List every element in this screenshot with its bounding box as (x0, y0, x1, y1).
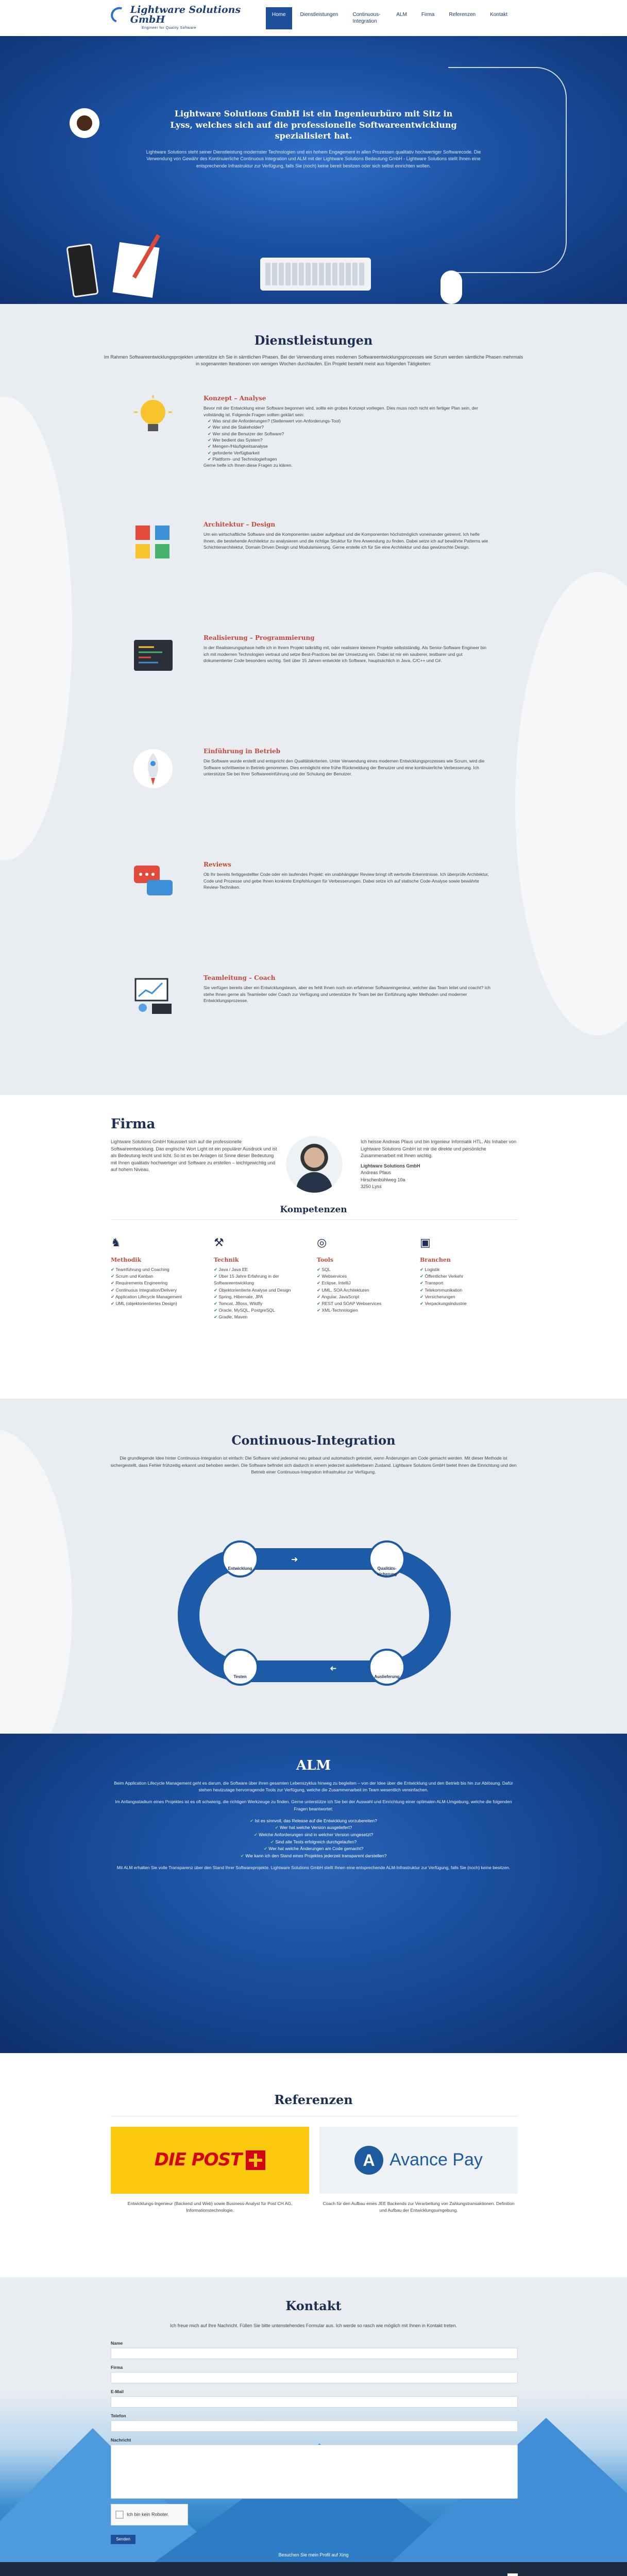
ci-step-entwicklung: Entwicklung (222, 1540, 259, 1578)
kompetenz-title: Technik (214, 1257, 239, 1264)
coffee-cup-icon (70, 108, 99, 138)
list-item: ✔ XML-Technologien (317, 1307, 415, 1314)
smartphone-icon (66, 243, 98, 298)
cable-decoration (448, 67, 567, 273)
checkbox-icon[interactable] (115, 2511, 124, 2519)
list-item: ✔ Spring, Hibernate, JPA (214, 1294, 312, 1300)
org-chart-icon: ▣ (420, 1236, 431, 1249)
logo-text: Lightware Solutions GmbH (130, 4, 241, 26)
firma-section (0, 1095, 627, 1399)
captcha-label: Ich bin kein Roboter. (127, 2512, 170, 2517)
list-item: ✔ Öffentlicher Verkehr (420, 1273, 518, 1280)
field-label: Name (111, 2341, 123, 2346)
message-field (111, 2437, 518, 2499)
bullet: ✔ Was sind die Anforderungen? (Stellenwert von Anforderungs-Tool) (208, 418, 492, 424)
ref-caption: Coach für den Aufbau eines JEE Backends zur Verarbeitung von Zahlungstransaktionen. Definition und Aufbau der Entwicklungsumgebung. (323, 2201, 515, 2213)
service-title: Teamleitung – Coach (204, 974, 276, 981)
address-line: Lightware Solutions GmbH (361, 1163, 420, 1168)
avance-pay-logo[interactable] (319, 2127, 518, 2194)
list-item: ✔ Ist es sinnvoll, das Release auf die Entwicklung vorzubereiten? (0, 1818, 627, 1825)
firma-right (361, 1139, 520, 1191)
divider (111, 1219, 518, 1220)
bullet: ✔ Wer sind die Benutzer der Software? (208, 431, 492, 437)
list-item: ✔ UML (objektorientiertes Design) (111, 1300, 209, 1307)
refs-title: Referenzen (274, 2092, 353, 2107)
kompetenz-title: Branchen (420, 1257, 451, 1264)
list-item: ✔ Über 15 Jahre Erfahrung in der Softwareentwicklung (214, 1273, 312, 1286)
ci-step-auslieferung: Auslieferung (368, 1649, 405, 1686)
list-item: ✔ UML, SOA Architekturen (317, 1287, 415, 1294)
field-label: Telefon (111, 2413, 126, 2418)
address-line: Andreas Pfaus (361, 1170, 392, 1175)
recaptcha[interactable] (111, 2504, 188, 2526)
swirl-decoration (0, 1430, 72, 1734)
menu-item-dienstleistungen[interactable]: Dienstleistungen (300, 11, 338, 18)
service-text: Sie verfügen bereits über ein Entwicklungsteam, aber es fehlt Ihnen noch ein erfahrener Softwareingenieur, welcher das Team leitet und coacht? Ich stehe Ihnen gerne als Teamleiter oder Coach zur Verfügung und unterstütze Ihr Team bei der Einführung agiler Methoden und moderner Entwicklungsprozesse. (204, 985, 490, 1004)
avance-pay-wordmark: Avance Pay (389, 2150, 483, 2170)
presentation-board-icon (131, 974, 175, 1018)
email-field (111, 2389, 518, 2408)
address-line: Hirschenbühlweg 10a (361, 1177, 405, 1182)
list-item: ✔ Continuous Integration/Delivery (111, 1287, 209, 1294)
send-button[interactable]: Senden (111, 2535, 135, 2544)
field-label: Nachricht (111, 2437, 131, 2443)
list-item: ✔ Wie kann ich den Stand eines Projektes jederzeit transparent darstellen? (0, 1853, 627, 1860)
contact-subtitle: Ich freue mich auf Ihre Nachricht. Füllen Sie bitte untenstehendes Formular aus. Ich werde so rasch wie möglich mit Ihnen in Kontakt treten. (170, 2323, 457, 2329)
ci-intro: Die grundlegende Idee hinter Continuous-Integration ist einfach: Die Software wird jedesmal neu gebaut und automatisch getestet, wenn Änderungen am Code gemacht werden. Mit dieser Methode ist sichergestellt, dass Fehler frühzeitig erkannt und behoben werden. Die Software befindet sich dadurch in einem jederzeit auslieferbaren Zustand. Lightware Solutions GmbH bietet Ihnen die Einrichtung und den Betrieb einer Continuous-Integration Infrastruktur zur Verfügung. (110, 1455, 517, 1475)
alm-text-3: Mit ALM erhalten Sie volle Transparenz über den Stand Ihrer Softwareprojekte. Lightware Solutions GmbH stellt Ihnen eine entsprechende ALM-Infrastruktur zur Verfügung, falls Sie (noch) keine besitzen. (116, 1865, 511, 1871)
list-item: ✔ Java / Java EE (214, 1266, 312, 1273)
architecture-blocks-icon (131, 520, 175, 564)
list-item: ✔ SQL (317, 1266, 415, 1273)
address-line: 3250 Lyss (361, 1184, 382, 1189)
firma-left-text: Lightware Solutions GmbH fokussiert sich auf die professionelle Softwareentwicklung. Das englische Wort Light ist ein populärer Ausdruck und ist als Bedeutung leicht und licht. So ist es bei Anlagen ist Sinne dieser Bedeutung mit Ihnen qualitativ hochwertiger und Software zu erstellen – leichtgewichtig und auf hohem Niveau. (111, 1139, 277, 1172)
bullet: ✔ geforderte Verfügbarkeit (208, 450, 492, 456)
logo-tagline: Engineer for Quality Software (142, 26, 196, 30)
mouse-icon (440, 270, 462, 304)
contact-title: Kontakt (285, 2298, 342, 2313)
menu-item-home[interactable]: Home (266, 7, 292, 29)
chat-bubbles-icon (131, 860, 175, 904)
service-title: Reviews (204, 861, 231, 868)
back-to-top-icon[interactable] (507, 2573, 518, 2576)
firma-right-text: Ich heisse Andreas Pfaus und bin Ingenieur Informatik HTL. Als Inhaber von Lightware Solutions GmbH ist mir die direkte und persönliche Zusammenarbeit mit Ihnen wichtig. (361, 1139, 517, 1158)
alm-text-2: Im Anfangsstadium eines Projektes ist es oft schwierig, die richtigen Werkzeuge zu finden. Gerne unterstütze ich Sie bei der Auswahl und Einrichtung einer optimalen ALM-Umgebung, welche die folgenden Fragen beantwortet: (115, 1799, 512, 1811)
telefon-input[interactable] (111, 2420, 518, 2432)
service-title: Realisierung – Programmierung (204, 634, 315, 641)
list-item: ✔ Webservices (317, 1273, 415, 1280)
menu-item-alm[interactable]: ALM (396, 11, 407, 18)
swiss-cross-icon (246, 2150, 265, 2170)
field-label: Firma (111, 2365, 123, 2370)
list-item: ✔ Sind alle Tests erfolgreich durchgelaufen? (0, 1839, 627, 1846)
target-icon: ◎ (317, 1236, 327, 1249)
service-text: Um ein wirtschaftliche Software sind die Komponenten sauber aufgebaut und die Komponenten höchstmöglich voneinander getrennt. Ich helfe Ihnen, die bestehende Architektur zu analysieren und die richtige Struktur für Ihre Anwendung zu finden. Dabei setze ich auf bewährte Patterns wie Schichtenarchitektur, Domain Driven Design und Modularisierung. Gerne erstelle ich für Sie eine Architektur und das gewünschte Design. (204, 532, 488, 550)
kompetenz-title: Tools (317, 1257, 333, 1264)
list-item: ✔ Teamführung und Coaching (111, 1266, 209, 1273)
alm-bullets (0, 1818, 627, 1860)
list-item: ✔ Logistik (420, 1266, 518, 1273)
bullet: ✔ Wer bedient das System? (208, 437, 492, 443)
list-item: ✔ Wer hat welche Änderungen am Code gemacht? (0, 1845, 627, 1853)
arrow-left-icon: ➜ (330, 1664, 337, 1673)
logo[interactable] (111, 5, 266, 30)
services-section (0, 304, 627, 1095)
list-item: ✔ Application Lifecycle Management (111, 1294, 209, 1300)
navbar (0, 0, 627, 36)
ci-section (0, 1399, 627, 1734)
service-after: Gerne helfe ich Ihnen diese Fragen zu klären. (204, 463, 293, 468)
list-item: ✔ Versicherungen (420, 1294, 518, 1300)
bullet: ✔ Wer sind die Stakeholder? (208, 424, 492, 430)
menu-item-referenzen[interactable]: Referenzen (449, 11, 476, 18)
arrow-right-icon: ➜ (291, 1555, 298, 1564)
xing-link[interactable]: Besuchen Sie mein Profil auf Xing (278, 2552, 349, 2557)
code-editor-icon (131, 634, 175, 677)
address (361, 1163, 520, 1191)
service-text: In der Realisierungsphase helfe ich in Ihrem Projekt tatkräftig mit, oder realisiere kleinere Projekte selbstständig. Als Senior-Software Engineer bin ich mit modernen Technologien vertraut und setze Best-Practices bei der Umsetzung ein. Dabei ist mir ein sauberer, testbarer und gut dokumentierter Code besonders wichtig. Seit über 15 Jahren entwickle ich Software, hauptsächlich in Java, C/C++ und C#. (204, 645, 486, 664)
service-text: Bevor mit der Entwicklung einer Software begonnen wird, sollte ein grobes Konzept vorliegen. Dies muss noch nicht ein fertiger Plan sein, der vollständig ist. Folgende Fragen sollten geklärt sein: (204, 405, 478, 417)
list-item: ✔ Objektorientierte Analyse und Design (214, 1287, 312, 1294)
menu-item-kontakt[interactable]: Kontakt (490, 11, 507, 18)
list-item: ✔ REST und SOAP Webservices (317, 1300, 415, 1307)
list-item: ✔ Gradle, Maven (214, 1314, 312, 1320)
kompetenz-technik (214, 1234, 312, 1321)
service-text: Die Software wurde erstellt und entspricht den Qualitätskriterien. Unter Verwendung eines modernen Entwicklungsprozesses wie Scrum, wird die Software schrittweise in Betrieb genommen. Dies ermöglicht eine frühe Rückmeldung der Benutzer und eine kontinuierliche Verbesserung. Ich unterstütze Sie bei Ihrer Softwareeinführung und der Schulung der Benutzer. (204, 758, 485, 777)
alm-text-1: Beim Application Lifecycle Management geht es darum, die Software über ihren gesamten Lebenszyklus hinweg zu begleiten – von der Idee über die Entwicklung und den Betrieb bis hin zur Ablösung. Dafür stehen heutzutage hervorragende Tools zur Verfügung, welche die Zusammenarbeit im Team wesentlich vereinfachen. (114, 1781, 513, 1793)
menu-item-firma[interactable]: Firma (421, 11, 435, 18)
list-item: ✔ Scrum und Kanban (111, 1273, 209, 1280)
field-label: E-Mail (111, 2389, 124, 2394)
hero-text: Lightware Solutions steht seiner Dienstleistung modernster Technologien und ein hohem Engagement in allen Prozessen qualitativ hochwertiger Softwarecode. Die Verwendung von Gewähr des Kontinuierliche Continuous Integration und ALM mit der Lightware Solutions Bedeutung GmbH - Lightware Solutions stellt Ihnen eine entsprechende Infrastruktur zur Verfügung, falls Sie (noch) keine bereit besitzen oder sich selbst einrichten wollen. (146, 149, 481, 168)
service-title: Konzept – Analyse (204, 395, 266, 402)
list-item: ✔ Requirements Engineering (111, 1280, 209, 1286)
service-text: Ob Ihr bereits fertiggestellter Code oder ein laufendes Projekt: ein unabhängiger Review bringt oft wertvolle Erkenntnisse. Ich überprüfe Architektur, Code und Prozesse und gebe Ihnen konkrete Empfehlungen für Verbesserungen. Dabei setze ich auf statische Code-Analyse sowie bewährte Review-Techniken. (204, 872, 489, 890)
hero (0, 36, 627, 304)
die-post-logo[interactable] (111, 2127, 309, 2194)
list-item: ✔ Tomcat, JBoss, Wildfly (214, 1300, 312, 1307)
kompetenz-methodik (111, 1234, 209, 1307)
ci-title: Continuous-Integration (231, 1433, 396, 1448)
footer (0, 2562, 627, 2576)
service-title: Architektur – Design (204, 521, 276, 528)
rocket-icon (131, 747, 175, 791)
alm-title: ALM (296, 1758, 331, 1773)
list-item: ✔ Eclipse, IntelliJ (317, 1280, 415, 1286)
list-item: ✔ Welche Anforderungen sind in welcher Version umgesetzt? (0, 1832, 627, 1839)
keyboard-icon (260, 258, 371, 291)
tools-icon: ⚒ (214, 1236, 224, 1249)
list-item: ✔ Telekommunikation (420, 1287, 518, 1294)
name-field (111, 2341, 518, 2359)
chess-knight-icon: ♞ (111, 1236, 121, 1249)
ci-loop-diagram (178, 1548, 451, 1682)
menu-item-continuous-integration[interactable]: Continuous-Integration (352, 11, 381, 24)
name-input[interactable] (111, 2348, 518, 2359)
lightbulb-icon (131, 394, 175, 438)
die-post-wordmark: DIE POST (154, 2149, 242, 2171)
contact-section (0, 2277, 627, 2562)
logo-swoosh-icon (108, 5, 129, 26)
services-intro: Im Rahmen Softwareentwicklungsprojekten unterstütze ich Sie in sämtlichen Phasen. Bei der Verwendung eines modernen Softwareentwicklungsprozesses wie Scrum werden sämtliche Phasen mehrmals in sogenannten Iterationen von wenigen Wochen durchlaufen. Ein Projekt besteht meist aus folgenden Tätigkeiten: (104, 354, 523, 366)
portrait-avatar (286, 1136, 343, 1193)
bullet: ✔ Plattform- und Technologiefragen (208, 456, 492, 462)
hero-title: Lightware Solutions GmbH ist ein Ingenieurbüro mit Sitz in Lyss, welches sich auf die professionelle Softwareentwicklung spezialisiert hat. (170, 109, 457, 141)
service-title: Einführung in Betrieb (204, 748, 281, 755)
email-input[interactable] (111, 2396, 518, 2408)
ref-caption: Entwicklungs-Ingenieur (Backend und Web) sowie Business-Analyst für Post CH AG, Informationstechnologie. (127, 2201, 293, 2213)
service-bullets (208, 418, 492, 462)
ci-step-testen: Testen (222, 1649, 259, 1686)
firma-input[interactable] (111, 2372, 518, 2383)
main-menu (266, 7, 514, 29)
list-item: ✔ Wer hat welche Version ausgeliefert? (0, 1824, 627, 1832)
ci-step-qualitaet: Qualitäts-sicherung (368, 1540, 405, 1578)
telefon-field (111, 2413, 518, 2432)
firma-title: Firma (111, 1116, 156, 1132)
services-title: Dienstleistungen (254, 333, 373, 348)
refs-section (0, 2053, 627, 2277)
list-item: ✔ Oracle, MySQL, PostgreSQL (214, 1307, 312, 1314)
firma-field (111, 2365, 518, 2383)
kompetenzen-title: Kompetenzen (280, 1205, 347, 1215)
kompetenz-tools (317, 1234, 415, 1314)
bullet: ✔ Mengen-/Häufigkeitsanalyse (208, 443, 492, 449)
message-textarea[interactable] (111, 2445, 518, 2499)
kompetenz-branchen (420, 1234, 518, 1307)
list-item: ✔ Angular, JavaScript (317, 1294, 415, 1300)
avance-a-icon: A (354, 2146, 383, 2175)
list-item: ✔ Verpackungsindustrie (420, 1300, 518, 1307)
list-item: ✔ Transport (420, 1280, 518, 1286)
alm-section (0, 1734, 627, 2053)
kompetenz-title: Methodik (111, 1257, 142, 1264)
swirl-decoration (0, 397, 72, 860)
swirl-decoration (515, 572, 627, 1036)
